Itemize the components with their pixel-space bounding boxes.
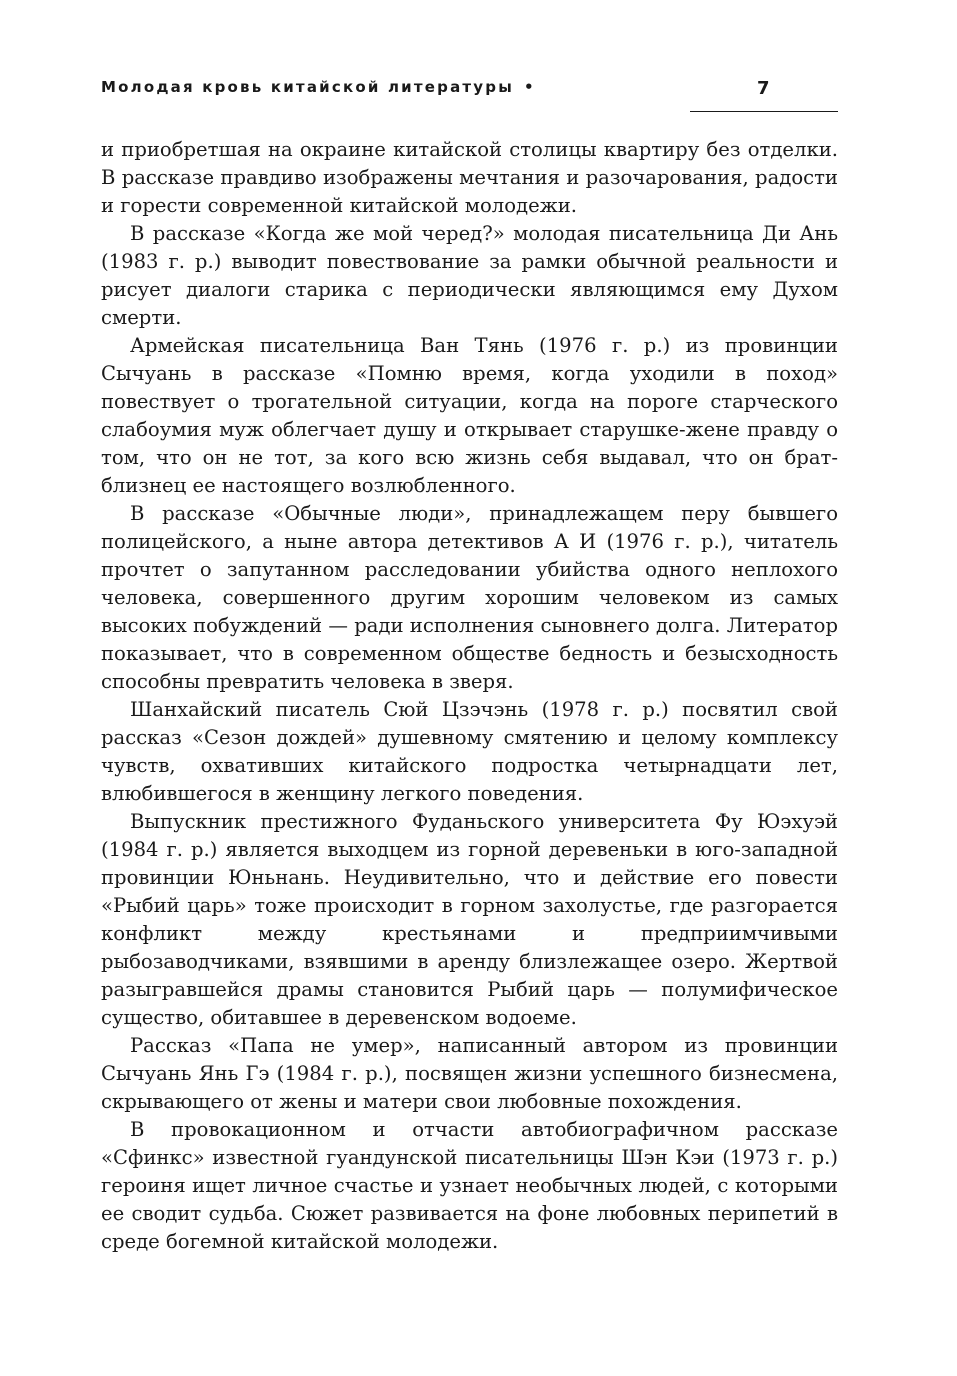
paragraph-xu-zechen: Шанхайский писатель Сюй Цзэчэнь (1978 г. р.) посвятил свой рассказ «Сезон дождей» душевному смятению и целому комплексу чувств, охвативших китайского подростка четырнадцати лет, влюбившегося в женщину легкого поведения.	[101, 698, 838, 805]
paragraph-continuation: и приобретшая на окраине китайской столицы квартиру без отделки. В рассказе правдиво изображены мечтания и разочарования, радости и горести современной китайской молодежи.	[101, 138, 838, 217]
paragraph-wang-tian: Армейская писательница Ван Тянь (1976 г. р.) из провинции Сычуань в рассказе «Помню время, когда уходили в поход» повествует о трогательной ситуации, когда на пороге старческого слабоумия муж облегчает душу и открывает старушке-жене правду о том, что он не тот, за кого всю жизнь себя выдавал, что он брат-близнец ее настоящего возлюбленного.	[101, 334, 838, 497]
paragraph-yan-ge: Рассказ «Папа не умер», написанный автором из провинции Сычуань Янь Гэ (1984 г. р.), посвящен жизни успешного бизнесмена, скрывающего от жены и матери свои любовные похождения.	[101, 1034, 838, 1113]
body-text	[101, 136, 838, 1256]
paragraph-fu-yuehui: Выпускник престижного Фуданьского университета Фу Юэхуэй (1984 г. р.) является выходцем из горной деревеньки в юго-западной провинции Юньнань. Неудивительно, что и действие его повести «Рыбий царь» тоже происходит в горном захолустье, где разгорается конфликт между крестьянами и предприимчивыми рыбозаводчиками, взявшими в аренду близлежащее озеро. Жертвой разыгравшейся драмы становится Рыбий царь — полумифическое существо, обитавшее в деревенском водоеме.	[101, 810, 838, 1029]
paragraph-a-yi: В рассказе «Обычные люди», принадлежащем перу бывшего полицейского, а ныне автора детективов А И (1976 г. р.), читатель прочтет о запутанном расследовании убийства одного неплохого человека, совершенного другим хорошим человеком из самых высоких побуждений — ради исполнения сыновнего долга. Литератор показывает, что в современном обществе бедность и безысходность способны превратить человека в зверя.	[101, 502, 838, 693]
paragraph-sheng-keyi: В провокационном и отчасти автобиографичном рассказе «Сфинкс» известной гуандунской писательницы Шэн Кэи (1973 г. р.) героиня ищет личное счастье и узнает необычных людей, с которыми ее сводит судьба. Сюжет развивается на фоне любовных перипетий в среде богемной китайской молодежи.	[101, 1118, 838, 1253]
header-rule	[690, 111, 838, 112]
running-head-bullet: •	[523, 78, 534, 96]
page-number: 7	[757, 78, 770, 99]
running-head	[101, 78, 534, 96]
paragraph-di-an: В рассказе «Когда же мой черед?» молодая писательница Ди Ань (1983 г. р.) выводит повествование за рамки обычной реальности и рисует диалоги старика с периодически являющимся ему Духом смерти.	[101, 222, 838, 329]
running-head-title: Молодая кровь китайской литературы	[101, 78, 514, 96]
